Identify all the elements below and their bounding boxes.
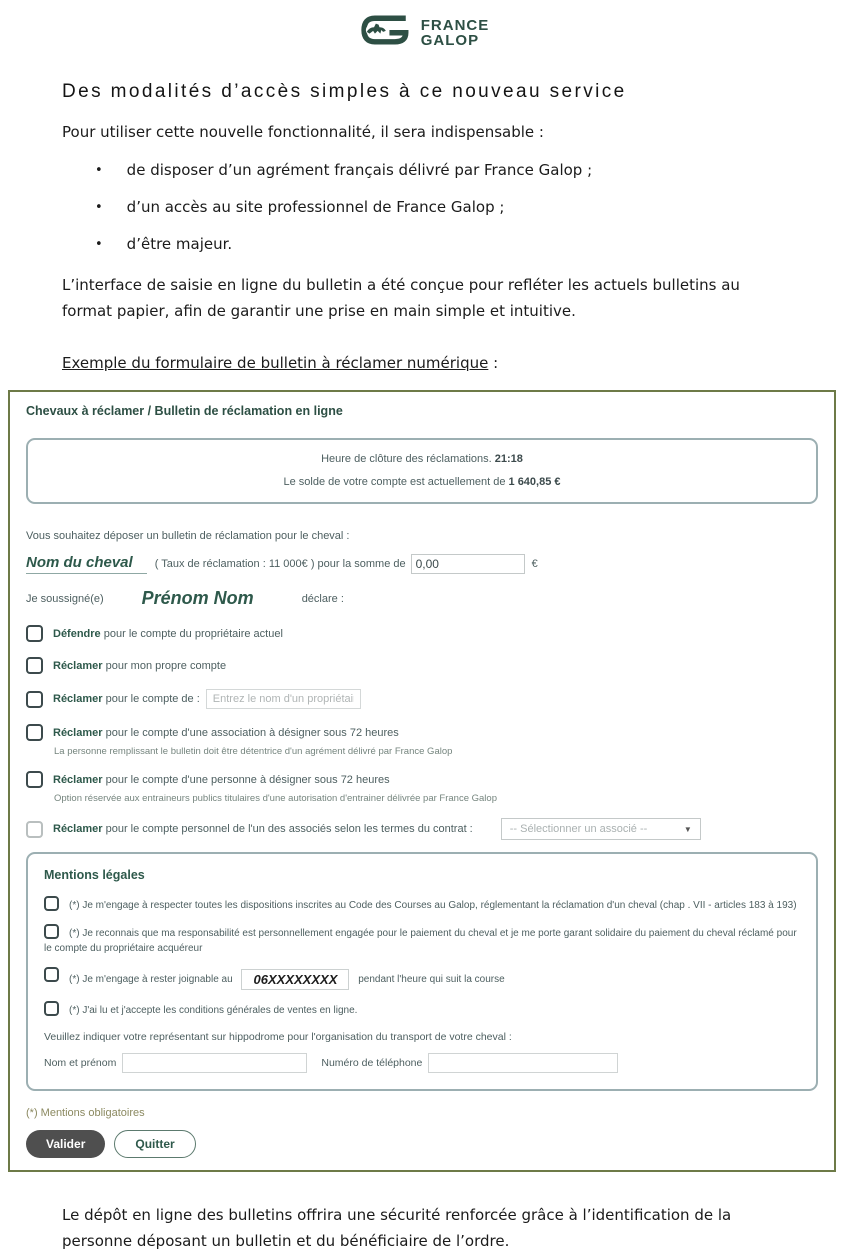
- checkbox[interactable]: [26, 691, 43, 708]
- representative-phone-input[interactable]: [428, 1053, 618, 1073]
- france-galop-logo: [0, 10, 844, 55]
- checkbox[interactable]: [44, 924, 59, 939]
- option-claim-association: Réclamer pour le compte d'une association à désigner sous 72 heures: [26, 724, 818, 741]
- option-note: La personne remplissant le bulletin doit être détentrice d'un agrément délivré par France Galop: [54, 746, 453, 757]
- phone-label: Numéro de téléphone: [321, 1057, 423, 1069]
- form-intro-line: Vous souhaitez déposer un bulletin de réclamation pour le cheval :: [26, 530, 350, 542]
- validate-button[interactable]: Valider: [26, 1130, 105, 1158]
- required-mentions-note: (*) Mentions obligatoires: [26, 1107, 145, 1119]
- balance-line: Le solde de votre compte est actuellement de 1 640,85 €: [283, 476, 561, 488]
- bullet-icon: •: [95, 163, 103, 178]
- chevron-down-icon: ▼: [683, 824, 692, 834]
- option-note: Option réservée aux entraineurs publics titulaires d'une autorisation d'entrainer délivrée par France Galop: [54, 793, 497, 804]
- representative-contact-row: [44, 1053, 800, 1073]
- account-info-panel: [26, 438, 818, 504]
- checkbox[interactable]: [44, 896, 59, 911]
- option-defend-current-owner: Défendre pour le compte du propriétaire actuel: [26, 625, 818, 642]
- list-item: • de disposer d’un agrément français délivré par France Galop ;: [95, 161, 593, 179]
- option-claim-for-owner: Réclamer pour le compte de : Entrez le nom d'un propriétaire: [26, 689, 818, 709]
- legal-mentions-panel: [26, 852, 818, 1091]
- option-claim-person: Réclamer pour le compte d'une personne à désigner sous 72 heures: [26, 771, 818, 788]
- amount-input[interactable]: [411, 554, 525, 574]
- legal-title: Mentions légales: [44, 868, 145, 882]
- checkbox[interactable]: [26, 625, 43, 642]
- representative-name-input[interactable]: [122, 1053, 307, 1073]
- owner-name-input[interactable]: [206, 689, 361, 709]
- bullet-icon: •: [95, 200, 103, 215]
- balance-value: 1 640,85 €: [508, 476, 561, 488]
- checkbox[interactable]: [44, 1001, 59, 1016]
- name-label: Nom et prénom: [44, 1057, 117, 1069]
- legal-item-terms: (*) J'ai lu et j'accepte les conditions générales de ventes en ligne.: [44, 1001, 800, 1018]
- checkbox[interactable]: [26, 821, 43, 838]
- signatory-name: Prénom Nom: [141, 588, 254, 608]
- signatory-row: Je soussigné(e) Prénom Nom déclare :: [26, 588, 344, 608]
- checkbox[interactable]: [26, 771, 43, 788]
- associate-select[interactable]: -- Sélectionner un associé -- ▼: [501, 818, 701, 840]
- phone-input[interactable]: [241, 969, 349, 990]
- horse-amount-row: [26, 554, 818, 574]
- transport-instruction: Veuillez indiquer votre représentant sur hippodrome pour l'organisation du transport de votre cheval :: [44, 1031, 512, 1043]
- checkbox[interactable]: [26, 657, 43, 674]
- france-galop-logo-text: FRANCE GALOP: [420, 16, 490, 49]
- page-title: Des modalités d’accès simples à ce nouveau service: [62, 81, 627, 102]
- requirements-list: [95, 161, 782, 255]
- legal-item-reachable: (*) Je m'engage à rester joignable au 06XXXXXXXX pendant l'heure qui suit la course: [44, 967, 800, 990]
- claim-rate-text: ( Taux de réclamation : 11 000€ ) pour la somme de: [154, 558, 406, 570]
- legal-item-code: (*) Je m'engage à respecter toutes les dispositions inscrites au Code des Courses au Galop, réglementant la réclamation d'un cheval (chap . VII - articles 183 à 193): [44, 896, 800, 913]
- list-item: • d’un accès au site professionnel de France Galop ;: [95, 198, 505, 216]
- option-claim-associate: Réclamer pour le compte personnel de l'un des associés selon les termes du contrat : -- Sélectionner un associé -- ▼: [26, 818, 818, 840]
- option-claim-own-account: Réclamer pour mon propre compte: [26, 657, 818, 674]
- claim-form: [8, 390, 836, 1172]
- interface-paragraph: L’interface de saisie en ligne du bulletin a été conçue pour refléter les actuels bulletins au format papier, afin de garantir une prise en main simple et intuitive.: [62, 276, 740, 320]
- france-galop-logo-icon: [355, 10, 413, 55]
- claim-options: [26, 625, 818, 840]
- checkbox[interactable]: [44, 967, 59, 982]
- security-paragraph: Le dépôt en ligne des bulletins offrira une sécurité renforcée grâce à l’identification de la personne déposant un bulletin et du bénéficiaire de l’ordre.: [62, 1206, 732, 1250]
- horse-name: Nom du cheval: [26, 554, 147, 574]
- closing-time-value: 21:18: [494, 453, 523, 465]
- form-actions: [26, 1130, 818, 1158]
- lead-paragraph: Pour utiliser cette nouvelle fonctionnalité, il sera indispensable :: [62, 123, 544, 141]
- checkbox[interactable]: [26, 724, 43, 741]
- list-item: • d’être majeur.: [95, 235, 233, 253]
- example-caption: Exemple du formulaire de bulletin à réclamer numérique :: [62, 354, 499, 372]
- form-title: Chevaux à réclamer / Bulletin de réclamation en ligne: [26, 404, 343, 418]
- currency-symbol: €: [531, 558, 538, 570]
- quit-button[interactable]: Quitter: [114, 1130, 195, 1158]
- bullet-icon: •: [95, 237, 103, 252]
- legal-item-responsibility: (*) Je reconnais que ma responsabilité est personnellement engagée pour le paiement du cheval et je me porte garant solidaire du paiement du cheval réclamé pour le compte du propriétaire acquéreur: [44, 924, 800, 956]
- closing-time-line: Heure de clôture des réclamations. 21:18: [321, 453, 523, 465]
